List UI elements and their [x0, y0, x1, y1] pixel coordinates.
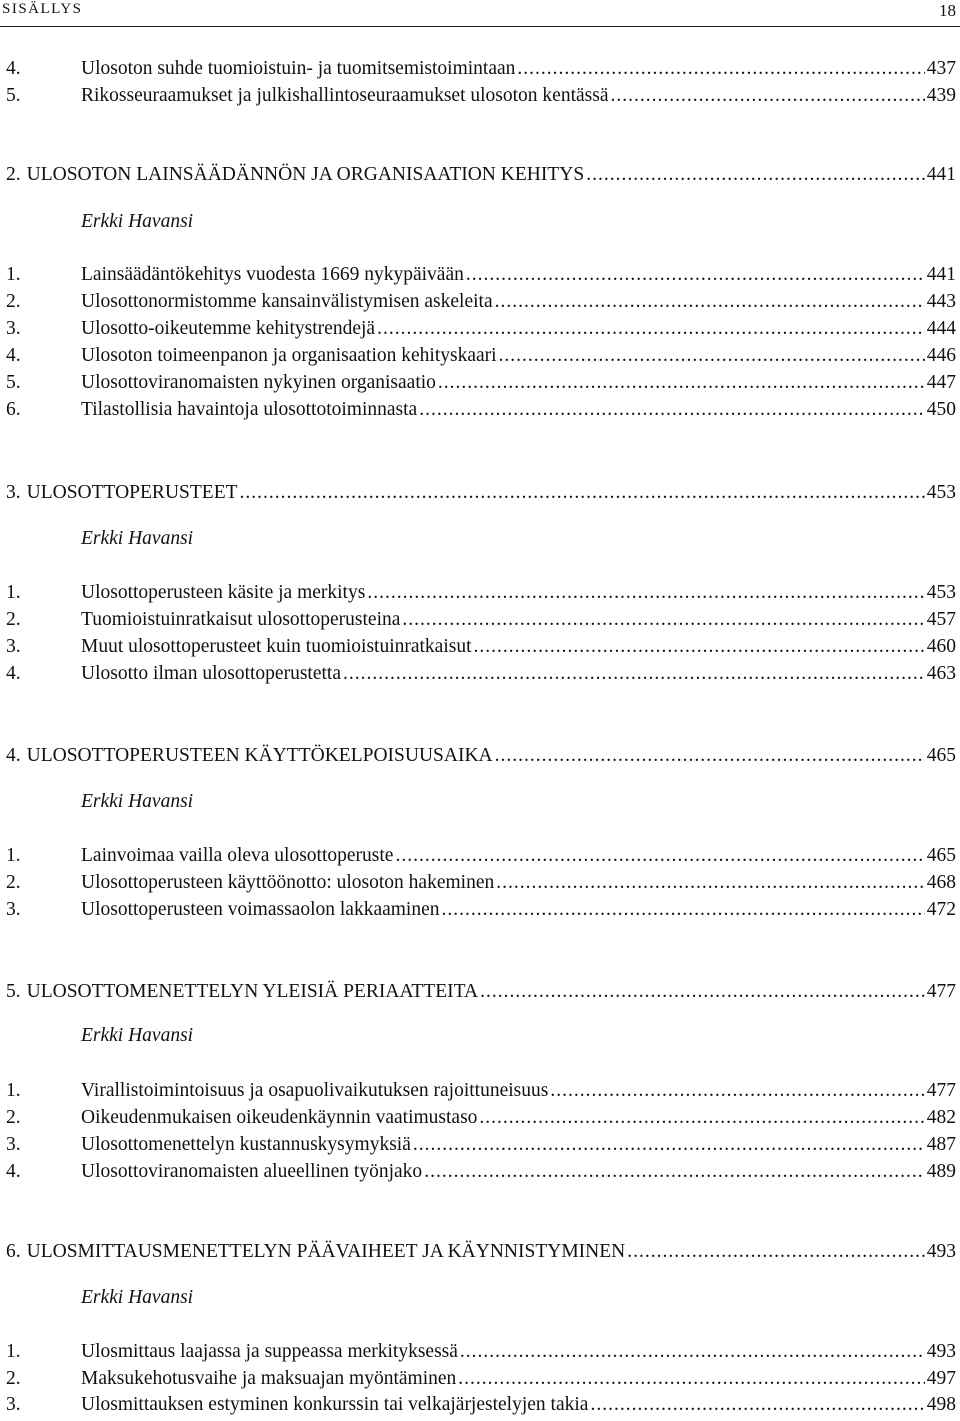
entry-page: 468: [926, 872, 956, 893]
entry-title: Ulosottoviranomaisten nykyinen organisaatio: [81, 372, 436, 393]
entry-number: 3.: [6, 318, 21, 339]
entry-page: 441: [926, 264, 956, 285]
entry-number: 2.: [6, 291, 21, 312]
chapter-author: Erkki Havansi: [81, 1287, 194, 1308]
chapter-author: Erkki Havansi: [81, 791, 194, 812]
toc-entry: [6, 844, 956, 868]
toc-chapter: [6, 481, 956, 505]
dot-leader: [479, 1106, 924, 1130]
chapter-page: 453: [926, 482, 956, 503]
entry-title: Ulosotto ilman ulosottoperustetta: [81, 663, 341, 684]
toc-entry: [6, 1160, 956, 1184]
dot-leader: [495, 290, 925, 314]
entry-title: Ulosmittauksen estyminen konkurssin tai velkajärjestelyjen takia: [81, 1394, 589, 1415]
toc-entry: [6, 608, 956, 632]
entry-title: Tilastollisia havaintoja ulosottotoiminnasta: [81, 399, 418, 420]
chapter-title: ULOSMITTAUSMENETTELYN PÄÄVAIHEET JA KÄYNNISTYMINEN: [26, 1241, 626, 1262]
entry-page: 447: [926, 372, 956, 393]
entry-page: 444: [926, 318, 956, 339]
entry-number: 3.: [6, 636, 21, 657]
dot-leader: [424, 1160, 925, 1184]
dot-leader: [343, 662, 925, 686]
entry-title: Ulosottomenettelyn kustannuskysymyksiä: [81, 1134, 411, 1155]
entry-number: 5.: [6, 372, 21, 393]
entry-page: 457: [926, 609, 956, 630]
toc-entry: [6, 635, 956, 659]
entry-title: Ulosottoperusteen käyttöönotto: ulosoton hakeminen: [81, 872, 495, 893]
toc-entry: [6, 57, 956, 81]
entry-number: 4.: [6, 1161, 21, 1182]
dot-leader: [611, 84, 925, 108]
entry-number: 2.: [6, 609, 21, 630]
dot-leader: [395, 844, 924, 868]
chapter-author: Erkki Havansi: [81, 211, 194, 232]
toc-entry: [6, 1367, 956, 1391]
entry-title: Ulosottoperusteen voimassaolon lakkaaminen: [81, 899, 440, 920]
entry-title: Ulosottoviranomaisten alueellinen työnjako: [81, 1161, 423, 1182]
toc-entry: [6, 871, 956, 895]
toc-chapter: [6, 744, 956, 768]
toc-entry: [6, 344, 956, 368]
chapter-page: 493: [926, 1241, 956, 1262]
dot-leader: [517, 57, 924, 81]
entry-title: Oikeudenmukaisen oikeudenkäynnin vaatimustaso: [81, 1107, 478, 1128]
entry-page: 450: [926, 399, 956, 420]
entry-page: 498: [926, 1394, 956, 1415]
entry-page: 465: [926, 845, 956, 866]
dot-leader: [413, 1133, 925, 1157]
entry-number: 1.: [6, 264, 21, 285]
chapter-number: 6.: [6, 1241, 21, 1262]
dot-leader: [466, 263, 925, 287]
entry-number: 6.: [6, 399, 21, 420]
dot-leader: [495, 744, 925, 768]
entry-number: 1.: [6, 1341, 21, 1362]
entry-page: 472: [926, 899, 956, 920]
dot-leader: [377, 317, 925, 341]
entry-number: 3.: [6, 899, 21, 920]
toc-chapter: [6, 1240, 956, 1264]
entry-number: 4.: [6, 663, 21, 684]
toc-entry: [6, 662, 956, 686]
toc-chapter: [6, 163, 956, 187]
dot-leader: [438, 371, 925, 395]
dot-leader: [442, 898, 925, 922]
entry-page: 477: [926, 1080, 956, 1101]
dot-leader: [480, 980, 925, 1004]
toc-entry: [6, 84, 956, 108]
entry-page: 493: [926, 1341, 956, 1362]
chapter-page: 477: [926, 981, 956, 1002]
entry-number: 2.: [6, 872, 21, 893]
entry-page: 446: [926, 345, 956, 366]
entry-number: 1.: [6, 845, 21, 866]
dot-leader: [419, 398, 925, 422]
entry-number: 4.: [6, 58, 21, 79]
entry-number: 3.: [6, 1134, 21, 1155]
chapter-title: ULOSOTTOMENETTELYN YLEISIÄ PERIAATTEITA: [26, 981, 479, 1002]
running-header: [0, 0, 960, 26]
entry-page: 460: [926, 636, 956, 657]
chapter-page: 465: [926, 745, 956, 766]
entry-page: 482: [926, 1107, 956, 1128]
entry-title: Ulosottonormistomme kansainvälistymisen askeleita: [81, 291, 493, 312]
toc-entry: [6, 371, 956, 395]
entry-title: Ulosmittaus laajassa ja suppeassa merkityksessä: [81, 1341, 458, 1362]
toc-entry: [6, 1393, 956, 1417]
chapter-title: ULOSOTTOPERUSTEET: [26, 482, 238, 503]
toc-entry: [6, 1133, 956, 1157]
entry-number: 4.: [6, 345, 21, 366]
toc-entry: [6, 1340, 956, 1364]
entry-number: 2.: [6, 1368, 21, 1389]
entry-number: 1.: [6, 582, 21, 603]
entry-title: Virallistoimintoisuus ja osapuolivaikutuksen rajoittuneisuus: [81, 1080, 549, 1101]
chapter-author: Erkki Havansi: [81, 1025, 194, 1046]
dot-leader: [460, 1340, 925, 1364]
entry-number: 3.: [6, 1394, 21, 1415]
entry-title: Ulosottoperusteen käsite ja merkitys: [81, 582, 366, 603]
dot-leader: [550, 1079, 924, 1103]
header-rule: [0, 26, 960, 27]
entry-title: Rikosseuraamukset ja julkishallintoseuraamukset ulosoton kentässä: [81, 85, 609, 106]
toc-entry: [6, 581, 956, 605]
toc-entry: [6, 317, 956, 341]
dot-leader: [496, 871, 925, 895]
chapter-title: ULOSOTON LAINSÄÄDÄNNÖN JA ORGANISAATION KEHITYS: [26, 164, 585, 185]
entry-page: 453: [926, 582, 956, 603]
entry-title: Ulosoton toimeenpanon ja organisaation kehityskaari: [81, 345, 497, 366]
chapter-number: 4.: [6, 745, 21, 766]
chapter-number: 2.: [6, 164, 21, 185]
dot-leader: [458, 1367, 924, 1391]
page-number: 18: [939, 1, 956, 20]
entry-title: Muut ulosottoperusteet kuin tuomioistuinratkaisut: [81, 636, 472, 657]
dot-leader: [367, 581, 924, 605]
chapter-page: 441: [926, 164, 956, 185]
dot-leader: [590, 1393, 924, 1417]
entry-page: 443: [926, 291, 956, 312]
chapter-author: Erkki Havansi: [81, 528, 194, 549]
toc-chapter: [6, 980, 956, 1004]
entry-number: 1.: [6, 1080, 21, 1101]
dot-leader: [627, 1240, 925, 1264]
toc-entry: [6, 263, 956, 287]
entry-title: Maksukehotusvaihe ja maksuajan myöntäminen: [81, 1368, 457, 1389]
toc-entry: [6, 1079, 956, 1103]
dot-leader: [586, 163, 925, 187]
entry-page: 437: [926, 58, 956, 79]
entry-title: Lainvoimaa vailla oleva ulosottoperuste: [81, 845, 394, 866]
entry-title: Ulosotto-oikeutemme kehitystrendejä: [81, 318, 376, 339]
entry-page: 487: [926, 1134, 956, 1155]
toc-entry: [6, 398, 956, 422]
chapter-number: 5.: [6, 981, 21, 1002]
entry-page: 497: [926, 1368, 956, 1389]
entry-page: 489: [926, 1161, 956, 1182]
header-title: SISÄLLYS: [2, 1, 83, 17]
chapter-number: 3.: [6, 482, 21, 503]
toc-entry: [6, 898, 956, 922]
dot-leader: [402, 608, 924, 632]
entry-title: Lainsäädäntökehitys vuodesta 1669 nykypäivään: [81, 264, 464, 285]
entry-number: 5.: [6, 85, 21, 106]
entry-title: Tuomioistuinratkaisut ulosottoperusteina: [81, 609, 401, 630]
dot-leader: [240, 481, 925, 505]
toc-entry: [6, 1106, 956, 1130]
entry-title: Ulosoton suhde tuomioistuin- ja tuomitsemistoimintaan: [81, 58, 516, 79]
entry-number: 2.: [6, 1107, 21, 1128]
toc-entry: [6, 290, 956, 314]
dot-leader: [474, 635, 925, 659]
dot-leader: [499, 344, 925, 368]
chapter-title: ULOSOTTOPERUSTEEN KÄYTTÖKELPOISUUSAIKA: [26, 745, 493, 766]
entry-page: 439: [926, 85, 956, 106]
entry-page: 463: [926, 663, 956, 684]
